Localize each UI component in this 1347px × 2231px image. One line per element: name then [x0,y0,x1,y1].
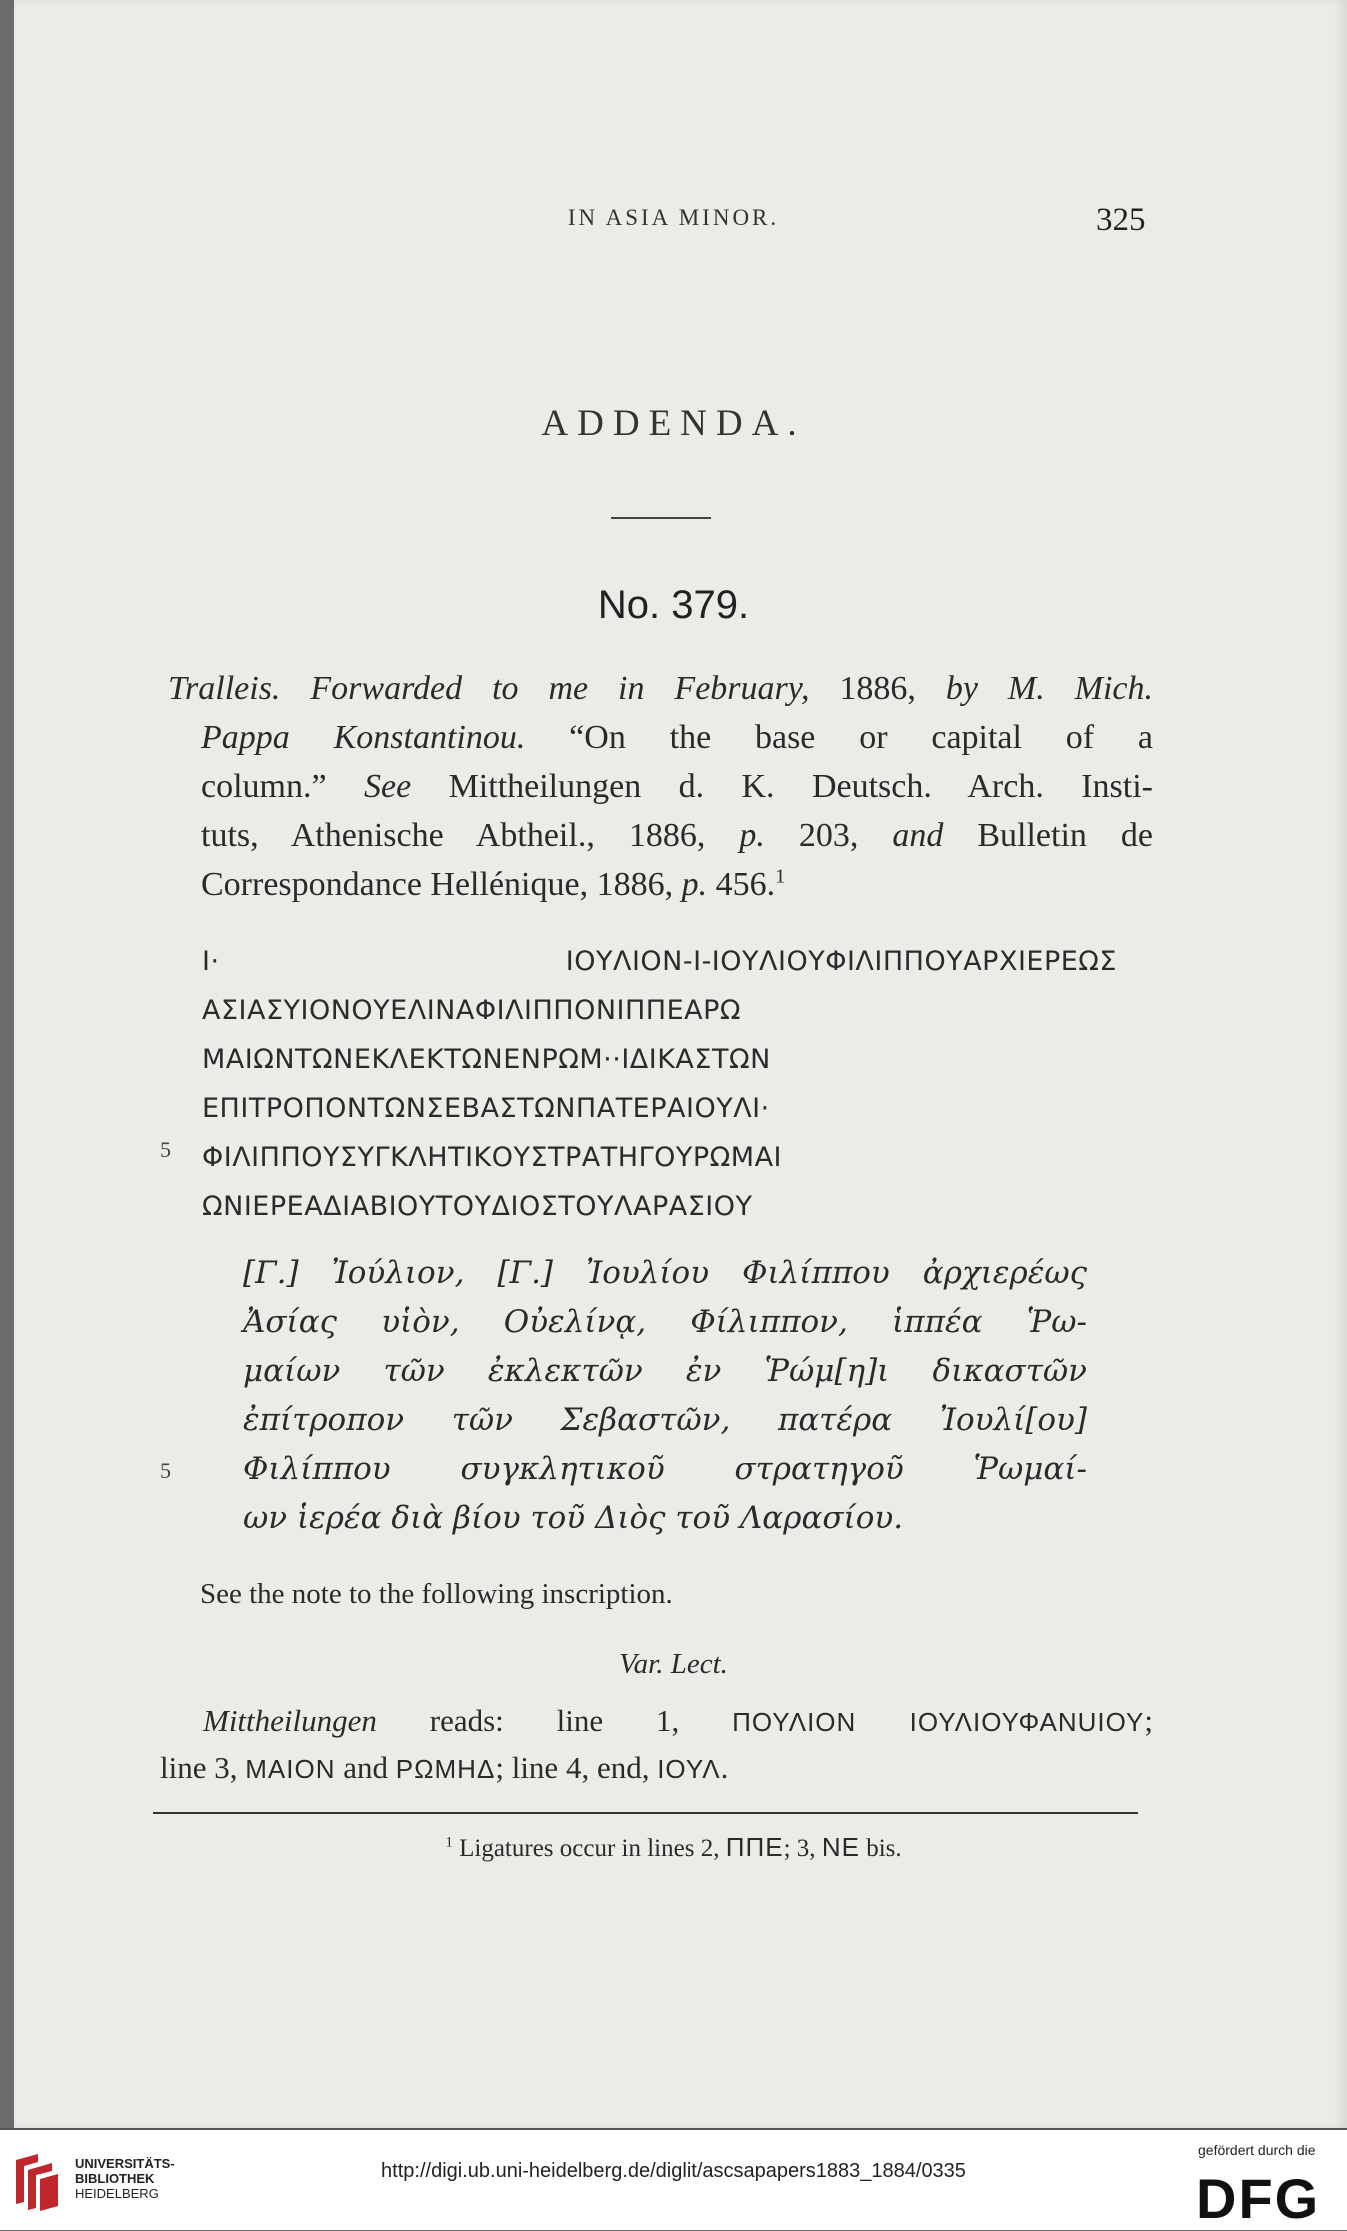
funding-caption: gefördert durch die [1198,2142,1316,2158]
line-number: 5 [160,1458,171,1483]
page-number: 325 [1096,202,1146,238]
transcription-line: ων ἱερέα διὰ βίου τοῦ Διὸς τοῦ Λαρασίου. [243,1500,904,1536]
greek-transcription [243,1249,1087,1543]
library-name: UNIVERSITÄTS- BIBLIOTHEK HEIDELBERG [75,2156,175,2201]
majuscule-line: ΜΑΙΩΝΤΩΝΕΚΛΕΚΤΩΝΕΝΡΩΜ··ΙΔΙΚΑΣΤΩΝ [202,1044,771,1075]
intro-line: Correspondance Hellénique, 1886, p. 456.$^1$ [201,865,786,903]
intro-line: column.” See Mittheilungen d. K. Deutsch. Arch. Insti- [201,768,1153,805]
inscription-number: No. 379. [597,583,750,627]
footnote-divider [153,1812,1138,1814]
majuscule-line: ΦΙΛΙΠΠΟΥΣΥΓΚΛΗΤΙΚΟΥΣΤΡΑΤΗΓΟΥΡΩΜΑΙ [202,1142,783,1173]
dfg-logo: DFG [1196,2167,1321,2230]
cross-reference-note: See the note to the following inscription. [200,1578,673,1610]
variant-readings-heading: Var. Lect. [619,1648,728,1680]
majuscule-line: Ι· ΙΟΥΛΙΟΝ-Ι-ΙΟΥΛΙΟΥΦΙΛΙΠΠΟΥΑΡΧΙΕΡΕΩΣ [202,946,1117,977]
permalink-url[interactable]: http://digi.ub.uni-heidelberg.de/diglit/ascsapapers1883_1884/0335 [381,2160,966,2182]
majuscule-line: ΕΠΙΤΡΟΠΟΝΤΩΝΣΕΒΑΣΤΩΝΠΑΤΕΡΑΙΟΥΛΙ· [202,1093,770,1124]
title-divider [611,517,711,519]
transcription-line: Φιλίππου συγκλητικοῦ στρατηγοῦ Ῥωμαί- [243,1451,1087,1487]
intro-line: Tralleis. Forwarded to me in February, 1886, by M. Mich. [168,670,1154,707]
majuscule-line: ΑΣΙΑΣΥΙΟΝΟΥΕΛΙΝΑΦΙΛΙΠΠΟΝΙΠΠΕΑΡΩ [202,995,742,1026]
transcription-line: μαίων τῶν ἐκλεκτῶν ἐν Ῥώμ[η]ι δικαστῶν [243,1353,1087,1389]
section-title: ADDENDA. [541,403,806,444]
line-number: 5 [160,1137,171,1162]
footnote-mark: 1 [775,865,786,888]
variant-line: Mittheilungen reads: line 1, ΠΟΥΛΙΟΝ ΙΟΥΛΙΟΥΦΑΝUΙΟΥ; [203,1703,1153,1738]
majuscule-inscription [202,937,1117,1231]
place-name: Tralleis. [168,670,281,707]
variant-line: line 3, ΜΑΙΟΝ and ΡΩΜΗΔ; line 4, end, ΙΟΥΛ. [160,1750,729,1785]
footnote: $^1$ Ligatures occur in lines 2, ΠΠΕ; 3, ΝΕ bis. [445,1832,902,1862]
majuscule-line: ΩΝΙΕΡΕΑΔΙΑΒΙΟΥΤΟΥΔΙΟΣΤΟΥΛΑΡΑΣΙΟΥ [202,1191,753,1222]
intro-line: tuts, Athenische Abtheil., 1886, p. 203, and Bulletin de [201,817,1153,854]
transcription-line: [Γ.] Ἰούλιον, [Γ.] Ἰουλίου Φιλίππου ἀρχιερέως [243,1255,1087,1291]
intro-paragraph [168,664,1153,909]
running-head: IN ASIA MINOR. [567,205,780,230]
variant-readings [160,1697,1153,1791]
transcription-line: ἐπίτροπον τῶν Σεβαστῶν, πατέρα Ἰουλί[ου] [243,1402,1087,1438]
transcription-line: Ἀσίας υἱὸν, Οὐελίνᾳ, Φίλιππον, ἱππέα Ῥω- [243,1304,1087,1340]
intro-line: Pappa Konstantinou. “On the base or capital of a [201,719,1153,756]
viewer-footer [0,2128,1347,2230]
